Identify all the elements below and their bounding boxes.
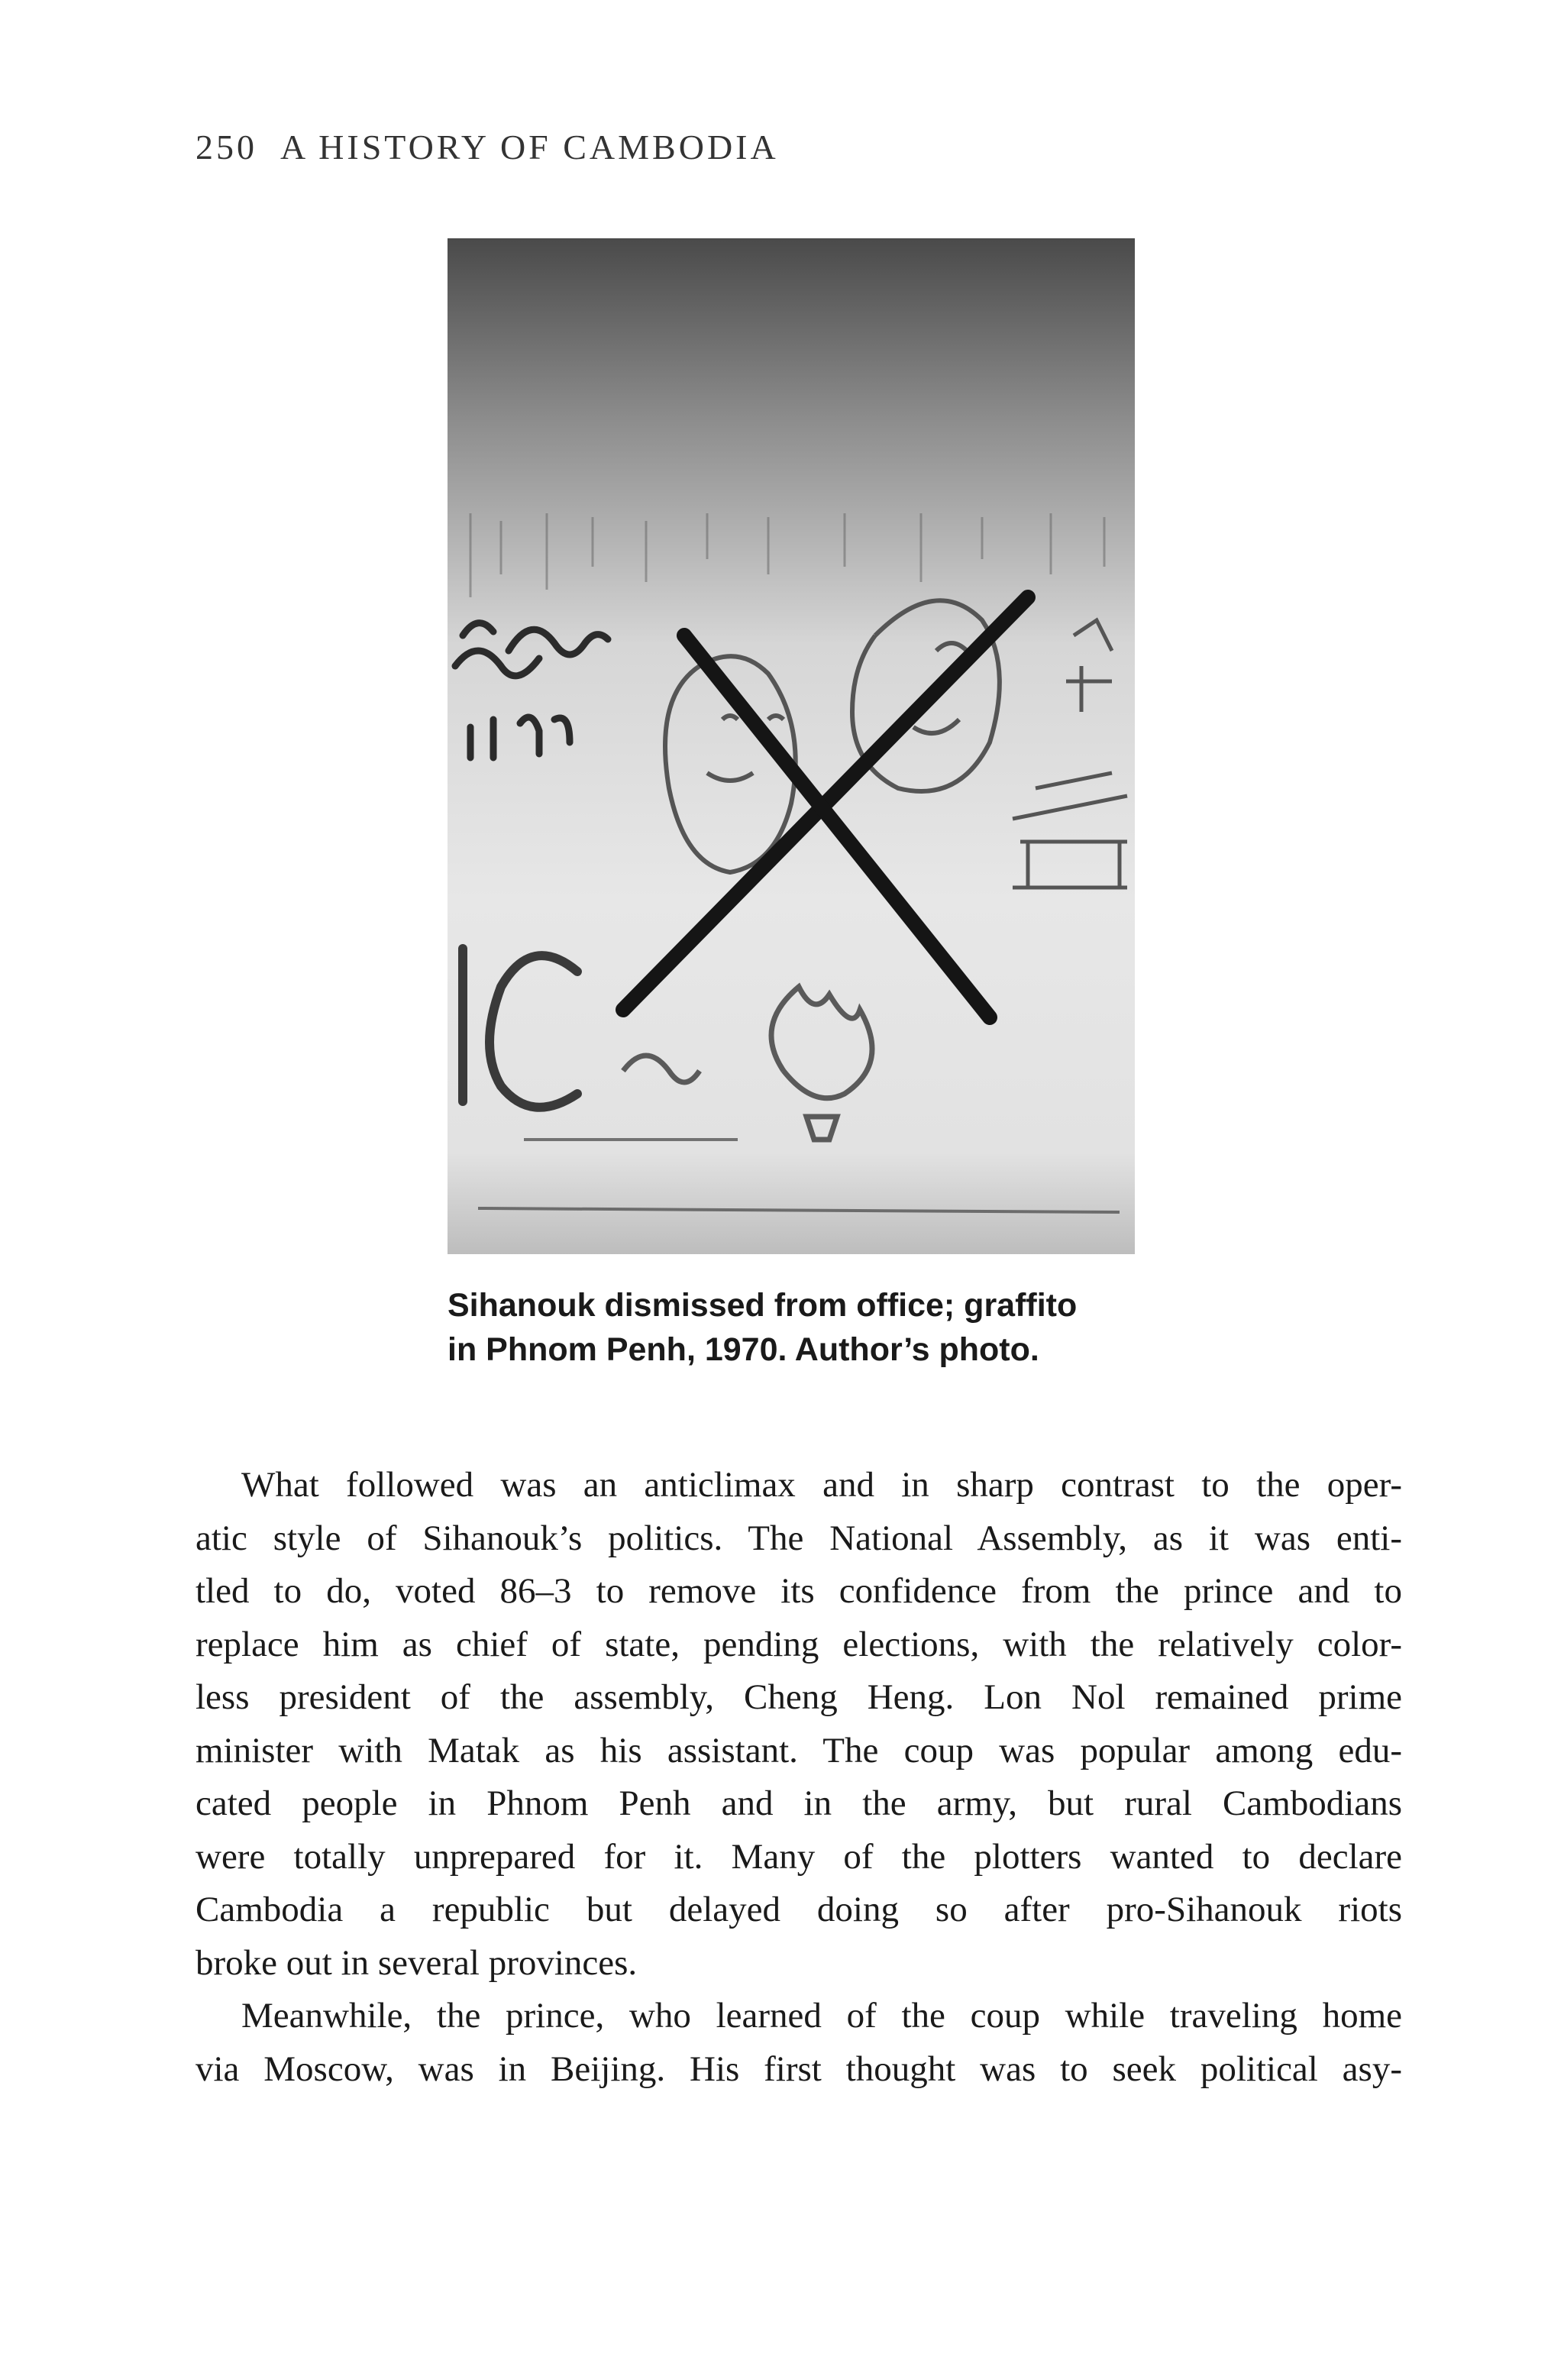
text-line: via Moscow, was in Beijing. His first thought was to seek political asy- <box>196 2049 1402 2089</box>
text-line: cated people in Phnom Penh and in the army, but rural Cambodians <box>196 1783 1402 1823</box>
book-title: A HISTORY OF CAMBODIA <box>280 128 779 167</box>
text-line: replace him as chief of state, pending elections, with the relatively color- <box>196 1624 1402 1664</box>
text-line: atic style of Sihanouk’s politics. The National Assembly, as it was enti- <box>196 1518 1402 1558</box>
graffito-photograph <box>448 238 1135 1254</box>
caption-line: Sihanouk dismissed from office; graffito <box>448 1287 1078 1324</box>
page-number: 250 <box>196 128 257 167</box>
caption-line: in Phnom Penh, 1970. Author’s photo. <box>448 1331 1039 1368</box>
body-text <box>196 1459 1402 2096</box>
text-line: less president of the assembly, Cheng Heng. Lon Nol remained prime <box>196 1677 1402 1717</box>
text-line: Cambodia a republic but delayed doing so after pro-Sihanouk riots <box>196 1890 1402 1929</box>
graffito-drawing <box>448 238 1135 1254</box>
figure-caption <box>448 1283 1135 1372</box>
text-line: tled to do, voted 86–3 to remove its confidence from the prince and to <box>196 1571 1402 1611</box>
running-head <box>196 127 779 167</box>
text-line: What followed was an anticlimax and in sharp contrast to the oper- <box>241 1465 1402 1505</box>
text-line: minister with Matak as his assistant. The coup was popular among edu- <box>196 1730 1402 1770</box>
text-line: were totally unprepared for it. Many of the plotters wanted to declare <box>196 1836 1402 1877</box>
text-line: broke out in several provinces. <box>196 1942 638 1983</box>
text-line: Meanwhile, the prince, who learned of the coup while traveling home <box>241 1996 1402 2036</box>
